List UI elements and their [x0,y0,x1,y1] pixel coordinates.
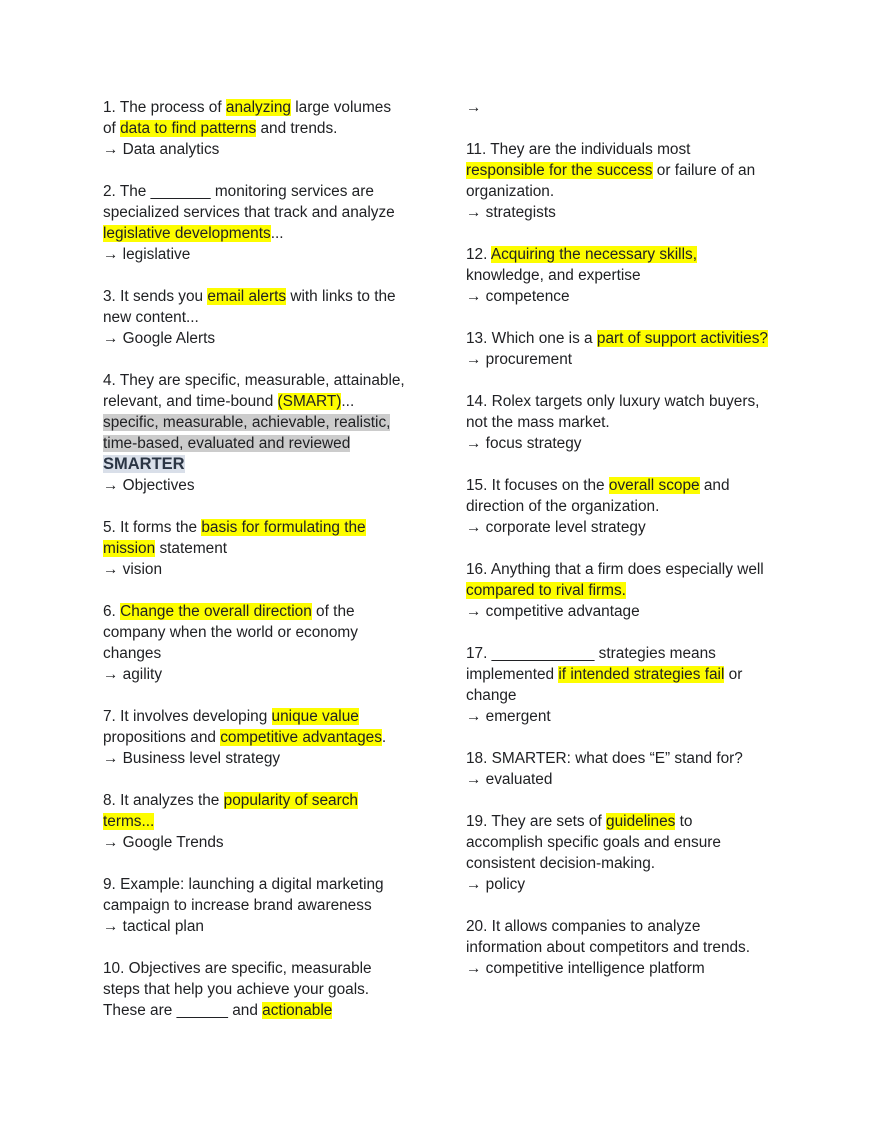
answer-line [103,244,455,265]
text-segment: not the mass market. [466,414,610,431]
text-segment: 7. It involves developing [103,708,272,725]
text-segment: implemented [466,666,559,683]
yellow-highlight: data to find patterns [120,120,257,137]
yellow-highlight: guidelines [606,813,676,830]
yellow-highlight: popularity of search [223,792,358,809]
text-segment: → focus strategy [466,435,582,452]
qa-item-3 [103,286,455,349]
text-segment: → [466,99,482,116]
qa-item-9 [103,874,455,937]
text-segment: 17. ____________ strategies means [466,645,716,662]
text-segment: propositions and [103,729,221,746]
qa-item-2 [103,181,455,265]
column-left [103,97,455,1042]
question-line [103,286,455,307]
text-segment: . [381,729,387,746]
yellow-highlight: mission [103,540,156,557]
question-line [103,118,455,139]
text-segment: to [675,813,693,830]
qa-item-16 [466,559,826,622]
answer-line [466,286,826,307]
text-segment: → evaluated [466,771,553,788]
text-segment: 1. The process of [103,99,226,116]
text-segment: and trends. [256,120,338,137]
question-line [466,580,826,601]
text-segment: 19. They are sets of [466,813,607,830]
qa-item-10 [103,958,455,1021]
text-segment: consistent decision-making. [466,855,656,872]
question-line [103,454,455,475]
qa-item-17 [466,643,826,727]
text-segment: → procurement [466,351,573,368]
question-line [103,958,455,979]
text-segment: → Google Trends [103,834,224,851]
yellow-highlight: overall scope [608,477,700,494]
text-segment: 4. They are specific, measurable, attainable, [103,372,405,389]
text-segment: 10. Objectives are specific, measurable [103,960,372,977]
yellow-highlight: actionable [262,1002,333,1019]
text-segment: 20. It allows companies to analyze [466,918,701,935]
gray-highlight: specific, measurable, achievable, realistic, [103,414,391,431]
text-segment: change [466,687,517,704]
question-line [466,181,826,202]
question-line [466,475,826,496]
answer-line [466,433,826,454]
question-line [466,916,826,937]
answer-line [466,958,826,979]
answer-line [103,328,455,349]
text-segment: ... [270,225,284,242]
question-line [103,790,455,811]
question-line [466,391,826,412]
text-segment: → competitive advantage [466,603,640,620]
text-segment: → competitive intelligence platform [466,960,705,977]
question-line [103,412,455,433]
column-right [466,97,826,1000]
answer-line [466,601,826,622]
text-segment: or failure of an [652,162,756,179]
answer-line [466,97,826,118]
question-line [103,370,455,391]
question-line [466,328,826,349]
text-segment: → strategists [466,204,556,221]
qa-item-6 [103,601,455,685]
continuation-arrow-item [466,97,826,118]
yellow-highlight: Acquiring the necessary skills, [490,246,697,263]
text-segment: 12. [466,246,491,263]
text-segment: → emergent [466,708,551,725]
text-segment: large volumes [290,99,392,116]
text-segment: organization. [466,183,555,200]
gray-highlight: time-based, evaluated and reviewed [103,435,351,452]
text-segment: direction of the organization. [466,498,660,515]
yellow-highlight: if intended strategies fail [558,666,725,683]
yellow-highlight: basis for formulating the [201,519,366,536]
text-segment: statement [155,540,228,557]
text-segment: 14. Rolex targets only luxury watch buyers, [466,393,760,410]
yellow-highlight: competitive advantages [220,729,382,746]
text-segment: → Business level strategy [103,750,281,767]
text-segment: 11. They are the individuals most [466,141,691,158]
question-line [103,391,455,412]
question-line [103,727,455,748]
question-line [466,139,826,160]
question-line [103,706,455,727]
qa-item-4 [103,370,455,496]
question-line [466,160,826,181]
answer-line [466,874,826,895]
question-line [103,202,455,223]
qa-item-8 [103,790,455,853]
question-line [466,244,826,265]
qa-item-18 [466,748,826,790]
question-line [103,643,455,664]
text-segment: or [724,666,743,683]
text-segment: → agility [103,666,163,683]
qa-item-15 [466,475,826,538]
smarter-highlight: SMARTER [103,455,185,473]
answer-line [466,517,826,538]
qa-item-7 [103,706,455,769]
qa-item-20 [466,916,826,979]
text-segment: 8. It analyzes the [103,792,224,809]
answer-line [103,139,455,160]
yellow-highlight: compared to rival firms. [466,582,626,599]
answer-line [466,202,826,223]
text-segment: 5. It forms the [103,519,202,536]
question-line [466,748,826,769]
text-segment: company when the world or economy [103,624,358,641]
text-segment: 15. It focuses on the [466,477,609,494]
text-segment: → competence [466,288,570,305]
qa-item-11 [466,139,826,223]
question-line [466,496,826,517]
question-line [103,601,455,622]
question-line [466,685,826,706]
answer-line [103,475,455,496]
answer-line [466,706,826,727]
yellow-highlight: legislative developments [103,225,271,242]
question-line [103,874,455,895]
text-segment: 6. [103,603,121,620]
text-segment: → tactical plan [103,918,204,935]
text-segment: campaign to increase brand awareness [103,897,372,914]
text-segment: → legislative [103,246,191,263]
text-segment: These are ______ and [103,1002,263,1019]
question-line [466,853,826,874]
question-line [466,811,826,832]
text-segment: 3. It sends you [103,288,208,305]
answer-line [103,832,455,853]
question-line [466,265,826,286]
text-segment: steps that help you achieve your goals. [103,981,370,998]
text-segment: relevant, and time-bound [103,393,278,410]
question-line [103,538,455,559]
text-segment: new content... [103,309,199,326]
qa-item-12 [466,244,826,307]
text-segment: of [103,120,121,137]
question-line [103,811,455,832]
question-line [466,664,826,685]
answer-line [103,559,455,580]
text-segment: → vision [103,561,163,578]
qa-item-13 [466,328,826,370]
yellow-highlight: Change the overall direction [120,603,312,620]
yellow-highlight: unique value [271,708,359,725]
yellow-highlight: email alerts [207,288,287,305]
question-line [103,895,455,916]
text-segment: with links to the [286,288,396,305]
answer-line [466,349,826,370]
yellow-highlight: analyzing [225,99,291,116]
question-line [103,181,455,202]
text-segment: accomplish specific goals and ensure [466,834,721,851]
text-segment: information about competitors and trends. [466,939,751,956]
question-line [466,937,826,958]
question-line [466,412,826,433]
question-line [103,433,455,454]
answer-line [466,769,826,790]
question-line [103,622,455,643]
question-line [103,307,455,328]
question-line [103,97,455,118]
answer-line [103,748,455,769]
yellow-highlight: terms... [103,813,155,830]
text-segment: specialized services that track and analyze [103,204,395,221]
qa-item-14 [466,391,826,454]
text-segment: changes [103,645,162,662]
question-line [103,223,455,244]
qa-item-19 [466,811,826,895]
text-segment: knowledge, and expertise [466,267,641,284]
text-segment: 16. Anything that a firm does especially well [466,561,764,578]
yellow-highlight: (SMART) [277,393,342,410]
text-segment: ... [341,393,355,410]
text-segment: → Data analytics [103,141,220,158]
text-segment: 2. The _______ monitoring services are [103,183,374,200]
question-line [103,517,455,538]
text-segment: → Google Alerts [103,330,216,347]
qa-item-1 [103,97,455,160]
text-segment: 13. Which one is a [466,330,597,347]
question-line [103,979,455,1000]
qa-item-5 [103,517,455,580]
yellow-highlight: part of support activities? [596,330,768,347]
yellow-highlight: responsible for the success [466,162,653,179]
text-segment: → policy [466,876,526,893]
question-line [466,643,826,664]
question-line [466,559,826,580]
text-segment: → Objectives [103,477,195,494]
text-segment: and [699,477,730,494]
question-line [103,1000,455,1021]
question-line [466,832,826,853]
answer-line [103,664,455,685]
text-segment: → corporate level strategy [466,519,646,536]
text-segment: 9. Example: launching a digital marketing [103,876,384,893]
answer-line [103,916,455,937]
text-segment: 18. SMARTER: what does “E” stand for? [466,750,743,767]
text-segment: of the [311,603,355,620]
